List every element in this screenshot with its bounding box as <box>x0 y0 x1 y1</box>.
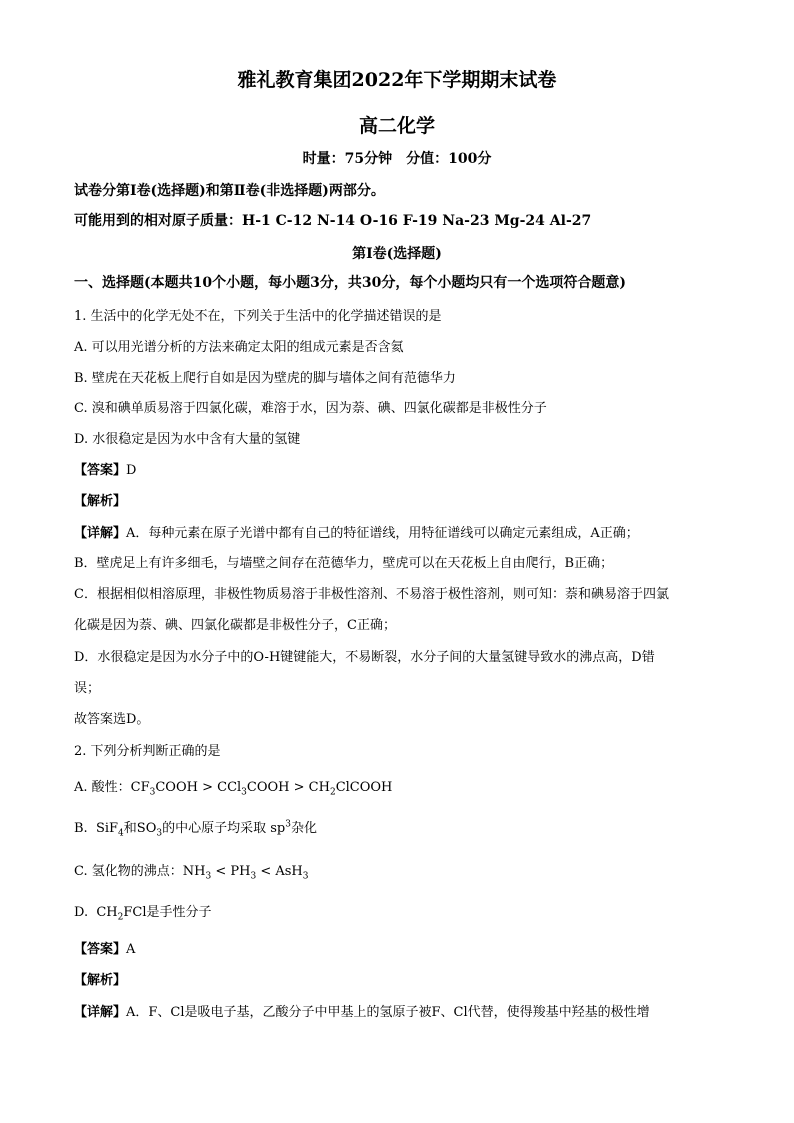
q1-analysis-line <box>74 493 126 511</box>
q2-analysis-line <box>74 972 126 990</box>
q2-option-b <box>74 820 317 838</box>
q1-option-b: B. 壁虎在天花板上爬行自如是因为壁虎的脚与墙体之间有范德华力 <box>74 371 456 386</box>
q1-conclusion: 故答案选D。 <box>74 712 150 727</box>
q1-answer: D <box>126 463 137 478</box>
q2-option-d-tail: 是手性分子 <box>146 905 212 920</box>
q1-detail-a <box>74 525 639 543</box>
q1-detail-c2: 化碳是因为萘、碘、四氯化碳都是非极性分子，C正确； <box>74 618 396 633</box>
atomic-masses-line: 可能用到的相对原子质量：H-1 C-12 N-14 O-16 F-19 Na-23 Mg-24 Al-27 <box>74 213 592 229</box>
q2-detail-a <box>74 1004 650 1022</box>
q2-answer-line <box>74 941 135 959</box>
q2-option-d-label: D. <box>74 905 89 920</box>
q1-stem: 1. 生活中的化学无处不在，下列关于生活中的化学描述错误的是 <box>74 309 442 324</box>
q2-stem: 2. 下列分析判断正确的是 <box>74 744 221 759</box>
q1-detail-b: B．壁虎足上有许多细毛，与墙壁之间存在范德华力，壁虎可以在天花板上自由爬行，B正确； <box>74 556 614 571</box>
q2-option-c <box>74 863 308 881</box>
q2-option-c-label: C. 氢化物的沸点： <box>74 864 183 879</box>
q1-option-d: D. 水很稳定是因为水中含有大量的氢键 <box>74 432 301 447</box>
exam-title: 雅礼教育集团2022年下学期期末试卷 <box>237 69 557 91</box>
section1-heading: 一、选择题(本题共10个小题，每小题3分，共30分，每个小题均只有一个选项符合题意) <box>74 275 626 291</box>
q2-detail-a-text: A．F、Cl是吸电子基，乙酸分子中甲基上的氢原子被F、Cl代替，使得羧基中羟基的极性增 <box>126 1005 650 1020</box>
q1-option-a: A. 可以用光谱分析的方法来确定太阳的组成元素是否含氦 <box>74 340 404 355</box>
q2-answer: A <box>126 942 136 957</box>
q2-option-b-sp3: $sp^3$ <box>270 819 291 836</box>
q1-detail-d1: D．水很稳定是因为水分子中的O-H键键能大，不易断裂，水分子间的大量氢键导致水的沸点高，D错 <box>74 650 655 665</box>
q2-option-a-formula: $CF_3COOH$ > CCl$_3$COOH > $CH_2ClCOOH$ <box>130 780 393 798</box>
q2-option-b-formula: SiF$_4$ <box>95 821 124 839</box>
q2-option-a <box>74 779 392 797</box>
q2-option-d <box>74 904 212 922</box>
q2-option-b-tail: 杂化 <box>291 821 318 836</box>
q2-option-b-label: B. <box>74 821 88 836</box>
q2-option-b-and: 和 <box>123 821 137 836</box>
answer-tag: 【答案】 <box>74 942 127 957</box>
q2-option-d-formula: $CH_2FCl$ <box>96 905 147 923</box>
q1-detail-c1: C．根据相似相溶原理，非极性物质易溶于非极性溶剂、不易溶于极性溶剂，则可知：萘和碘易溶于四氯 <box>74 587 669 602</box>
subject-title: 高二化学 <box>358 115 435 137</box>
volume1-heading: 第Ⅰ卷(选择题) <box>352 246 442 262</box>
answer-tag: 【答案】 <box>74 463 127 478</box>
detail-tag: 【详解】 <box>74 1005 127 1020</box>
q1-answer-line <box>74 462 136 480</box>
q2-option-a-label: A. 酸性： <box>74 780 131 795</box>
q2-option-b-formula2: $SO_3$ <box>136 821 163 839</box>
time-score-line: 时量：75分钟 分值：100分 <box>302 151 492 167</box>
q2-option-b-text: 的中心原子均采取 <box>162 821 267 836</box>
detail-tag: 【详解】 <box>74 526 127 541</box>
q1-option-c: C. 溴和碘单质易溶于四氯化碳，难溶于水，因为萘、碘、四氯化碳都是非极性分子 <box>74 401 547 416</box>
q1-detail-d2: 误； <box>74 681 101 696</box>
q1-detail-a-text: A．每种元素在原子光谱中都有自己的特征谱线，用特征谱线可以确定元素组成，A正确； <box>126 526 639 541</box>
parts-note: 试卷分第Ⅰ卷(选择题)和第Ⅱ卷(非选择题)两部分。 <box>74 183 385 199</box>
q2-option-c-formula: $NH_3 < PH_3 < AsH_3$ <box>182 864 309 882</box>
analysis-tag: 【解析】 <box>74 973 127 988</box>
analysis-tag: 【解析】 <box>74 494 127 509</box>
